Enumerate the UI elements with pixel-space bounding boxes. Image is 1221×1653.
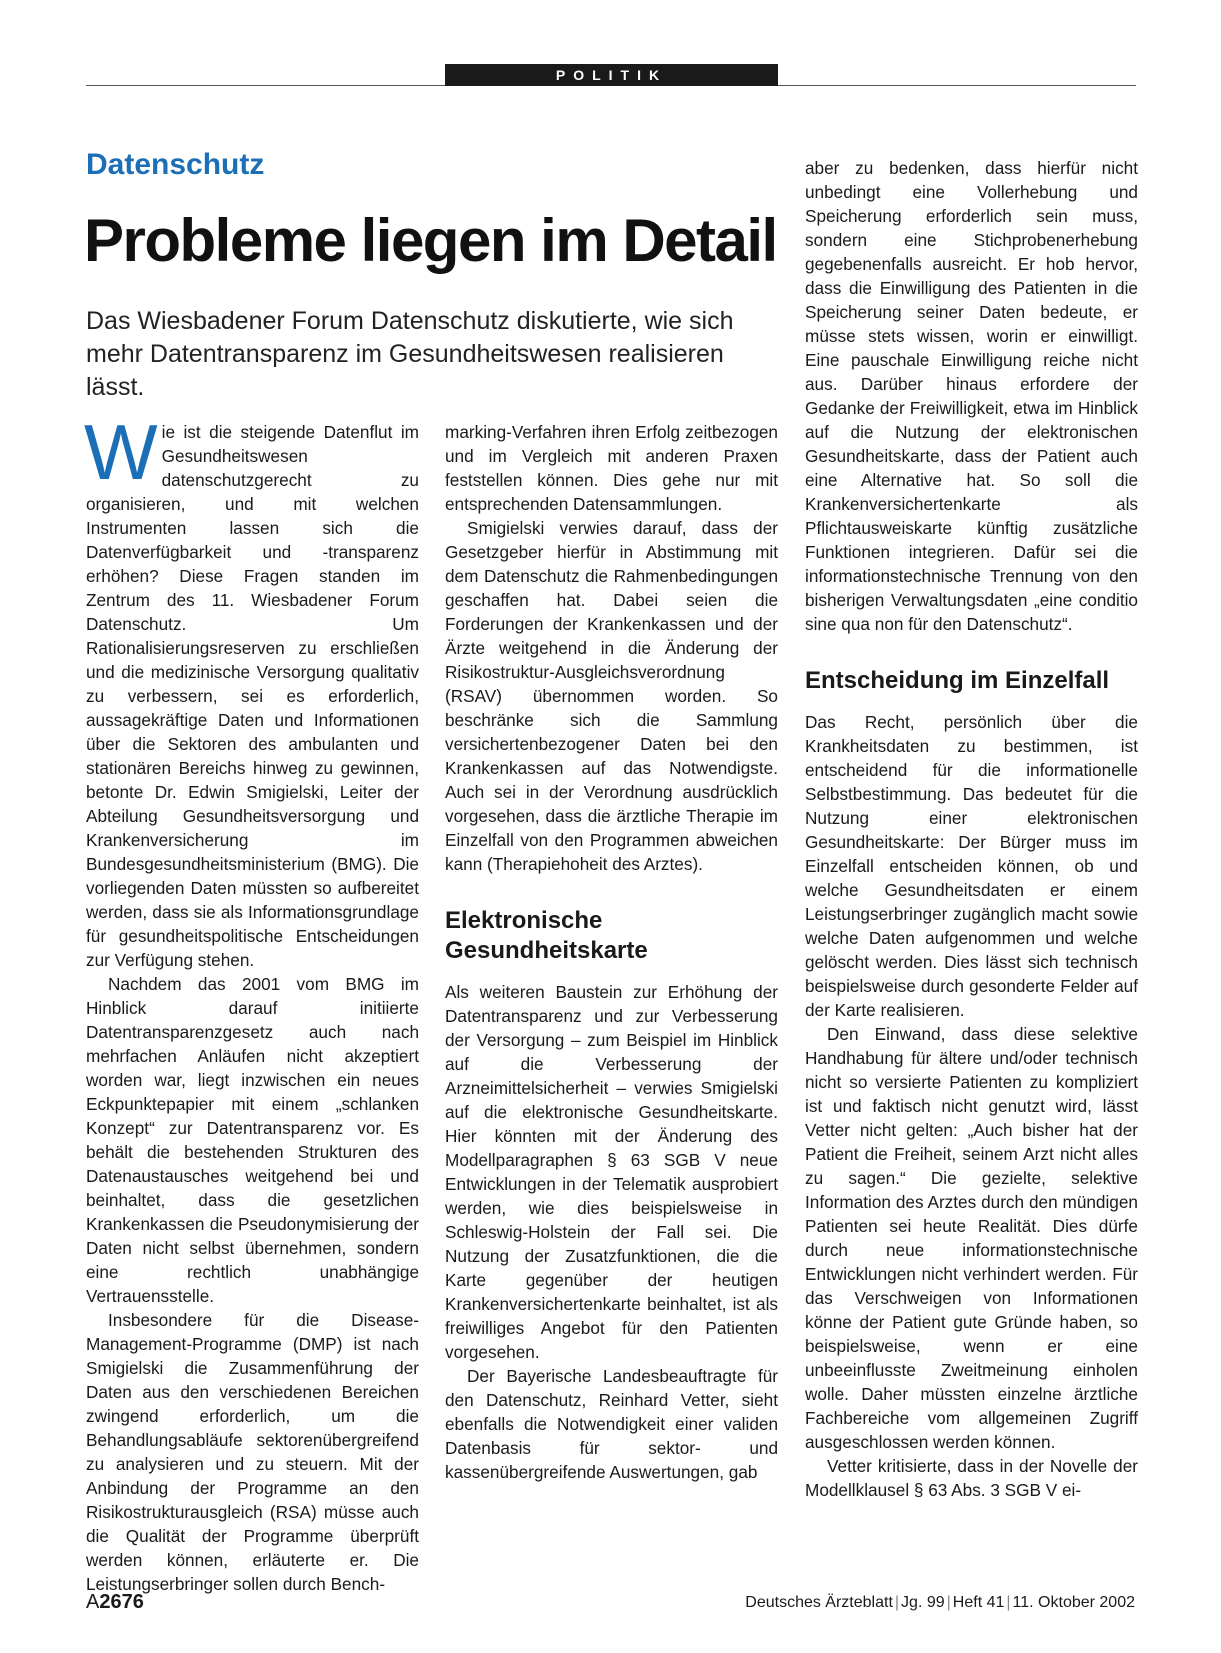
page-folio — [86, 1591, 144, 1614]
paragraph: Smigielski verwies darauf, dass der Gesetzgeber hierfür in Abstimmung mit dem Datenschutz die Rahmenbedingungen geschaffen hat. Dabei seien die Forderungen der Krankenkassen und der Ärzte weitgehend in die Änderung der Risikostruktur-Ausgleichsverordnung (RSAV) übernommen worden. So beschränke sich die Sammlung versichertenbezogener Daten bei den Krankenkassen auf das Notwendigste. Auch sei in der Verordnung ausdrücklich vorgesehen, dass die ärztliche Therapie im Einzelfall von den Programmen abweichen kann (Therapiehoheit des Arztes). — [445, 518, 778, 874]
subheading-line-2: Gesundheitskarte — [445, 937, 648, 964]
paragraph: Vetter kritisierte, dass in der Novelle der Modellklausel § 63 Abs. 3 SGB V ei- — [805, 1456, 1138, 1500]
journal-name: Deutsches Ärzteblatt — [745, 1594, 893, 1611]
paragraph: marking-Verfahren ihren Erfolg zeitbezogen und im Vergleich mit anderen Praxen feststellen können. Dies gehe nur mit entsprechenden Datensammlungen. — [445, 422, 778, 514]
journal-issue: Heft 41 — [952, 1594, 1005, 1611]
drop-cap: W — [84, 408, 158, 496]
subheading: Entscheidung im Einzelfall — [805, 667, 1110, 694]
column-2 — [445, 420, 778, 1484]
paragraph: Das Recht, persönlich über die Krankheitsdaten zu bestimmen, ist entscheidend für die informationelle Selbstbestimmung. Das bedeutet für die Nutzung einer elektronischen Gesundheitskarte: Der Bürger muss im Einzelfall entscheiden können, ob und welche Gesundheitsdaten er einem Leistungserbringer zugänglich macht sowie welche Daten aufgenommen und welche gelöscht werden. Dies lässt sich technisch beispielsweise durch gesonderte Felder auf der Karte realisieren. — [805, 712, 1138, 1020]
paragraph: Insbesondere für die Disease-Management-Programme (DMP) ist nach Smigielski die Zusammenführung der Daten aus den verschiedenen Bereichen zwingend erforderlich, um die Behandlungsabläufe sektorenübergreifend zu analysieren und zu steuern. Mit der Anbindung der Programme an den Risikostrukturausgleich (RSA) müsse auch die Qualität der Programme überprüft werden können, erläuterte er. Die Leistungserbringer sollen durch Bench- — [86, 1310, 419, 1594]
folio-prefix: A — [86, 1591, 100, 1613]
paragraph: Der Bayerische Landesbeauftragte für den Datenschutz, Reinhard Vetter, sieht ebenfalls die Notwendigkeit einer validen Datenbasis für sektor- und kassenübergreifende Auswertungen, gab — [445, 1366, 778, 1482]
paragraph: ie ist die steigende Datenflut im Gesundheitswesen datenschutzgerecht zu organisieren, und mit welchen Instrumenten lassen sich die Datenverfügbarkeit und -transparenz erhöhen? Diese Fragen standen im Zentrum des 11. Wiesbadener Forum Datenschutz. Um Rationalisierungsreserven zu erschließen und die medizinische Versorgung qualitativ zu verbessern, sei es erforderlich, aussagekräftige Daten und Informationen über die Sektoren des ambulanten und stationären Bereichs hinweg zu gewinnen, betonte Dr. Edwin Smigielski, Leiter der Abteilung Gesundheitsversorgung und Krankenversicherung im Bundesgesundheitsministerium (BMG). Die vorliegenden Daten müssten so aufbereitet werden, dass sie als Informationsgrundlage für gesundheitspolitische Entscheidungen zur Verfügung stehen. — [86, 422, 419, 970]
journal-date: 11. Oktober 2002 — [1012, 1594, 1135, 1611]
subheading — [445, 906, 778, 966]
column-1 — [84, 408, 419, 1596]
paragraph: Den Einwand, dass diese selektive Handhabung für ältere und/oder technisch nicht so versierte Patienten zu kompliziert ist und faktisch nicht genutzt wird, lässt Vetter nicht gelten: „Auch bisher hat der Patient die Freiheit, seinem Arzt nicht alles zu sagen.“ Die gezielte, selektive Information des Arztes durch den mündigen Patienten sei heute Realität. Dies dürfe durch neue informationstechnische Entwicklungen nicht verhindert werden. Für das Verschweigen von Informationen könne der Patient gute Gründe haben, so beispielsweise, wenn er eine unbeeinflusste Zweitmeinung einholen wolle. Daher müssten einzelne ärztliche Fachbereiche vom allgemeinen Zugriff ausgeschlossen werden können. — [805, 1024, 1138, 1452]
journal-volume: Jg. 99 — [901, 1594, 945, 1611]
paragraph: Als weiteren Baustein zur Erhöhung der Datentransparenz und zur Verbesserung der Versorgung – zum Beispiel im Hinblick auf die Verbesserung der Arzneimittelsicherheit – verwies Smigielski auf die elektronische Gesundheitskarte. Hier könnten mit der Änderung des Modellparagraphen § 63 SGB V neue Entwicklungen in der Telematik ausprobiert werden, wie dies beispielsweise in Schleswig-Holstein der Fall sei. Die Nutzung der Zusatzfunktionen, die die Karte gegenüber der heutigen Krankenversichertenkarte beinhaltet, ist als freiwilliges Angebot für den Patienten vorgesehen. — [445, 982, 778, 1362]
article-title: Probleme liegen im Detail — [84, 207, 777, 274]
page-number: 2676 — [99, 1591, 144, 1613]
section-tab: POLITIK — [445, 64, 778, 86]
subheading-line-1: Elektronische — [445, 907, 603, 934]
article-lead: Das Wiesbadener Forum Datenschutz diskutierte, wie sich mehr Datentransparenz im Gesundheitswesen realisieren lässt. — [86, 307, 734, 401]
article-kicker: Datenschutz — [86, 148, 265, 181]
paragraph: Nachdem das 2001 vom BMG im Hinblick darauf initiierte Datentransparenzgesetz auch nach mehrfachen Anläufen nicht akzeptiert worden war, liegt inzwischen ein neues Eckpunktepapier mit einem „schlanken Konzept“ zur Datentransparenz vor. Es behält die bestehenden Strukturen des Datenaustausches weitgehend bei und beinhaltet, dass die gesetzlichen Krankenkassen die Pseudonymisierung der Daten nicht selbst übernehmen, sondern eine rechtlich unabhängige Vertrauensstelle. — [86, 974, 419, 1306]
journal-footer: Deutsches Ärzteblatt | Jg. 99 | Heft 41 | 11. Oktober 2002 — [745, 1594, 1135, 1611]
paragraph: aber zu bedenken, dass hierfür nicht unbedingt eine Vollerhebung und Speicherung erforderlich sein muss, sondern eine Stichprobenerhebung gegebenenfalls ausreicht. Er hob hervor, dass die Einwilligung des Patienten in die Speicherung seiner Daten bedeute, er müsse stets wissen, worin er einwilligt. Eine pauschale Einwilligung reiche nicht aus. Darüber hinaus erfordere der Gedanke der Freiwilligkeit, etwa im Hinblick auf die Nutzung der elektronischen Gesundheitskarte, dass der Patient auch eine Alternative hat. So soll die Krankenversichertenkarte als Pflichtausweiskarte künftig zusätzliche Funktionen integrieren. Dafür sei die informationstechnische Trennung von den bisherigen Verwaltungsdaten „eine conditio sine qua non für den Datenschutz“. — [805, 158, 1138, 634]
column-3 — [805, 156, 1138, 1502]
